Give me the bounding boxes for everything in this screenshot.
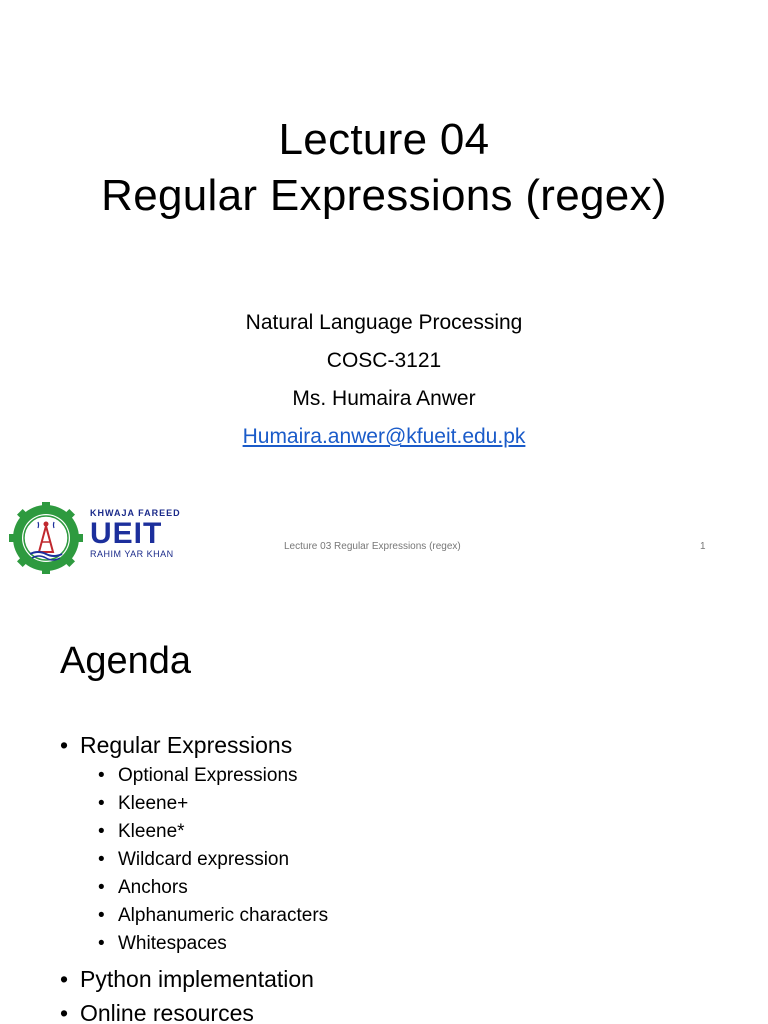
bullet-icon: • (98, 877, 105, 898)
logo-main-text: UEIT (90, 517, 163, 550)
agenda-subitem: • Alphanumeric characters (60, 902, 328, 930)
logo-bottom-text: RAHIM YAR KHAN (90, 549, 174, 559)
agenda-subitem: • Anchors (60, 874, 328, 902)
agenda-subitem: • Kleene* (60, 818, 328, 846)
logo-text (90, 508, 190, 560)
logo-top-text: KHWAJA FAREED (90, 508, 181, 518)
agenda-item: • Regular Expressions (60, 728, 328, 762)
bullet-icon: • (98, 765, 105, 786)
slide-title-heading (0, 112, 768, 224)
agenda-subitem: • Optional Expressions (60, 762, 328, 790)
gear-emblem-icon (8, 502, 86, 574)
bullet-icon: • (98, 905, 105, 926)
slide-agenda (0, 598, 768, 1024)
agenda-subitem: • Wildcard expression (60, 846, 328, 874)
course-name: Natural Language Processing (245, 311, 523, 334)
bullet-icon: • (98, 849, 105, 870)
agenda-item: • Python implementation (60, 962, 328, 996)
agenda-list (60, 728, 328, 1024)
email-link[interactable]: Humaira.anwer@kfueit.edu.pk (242, 425, 526, 448)
course-code: COSC-3121 (326, 349, 442, 372)
agenda-item: • Online resources (60, 996, 328, 1024)
university-logo (8, 502, 188, 574)
title-line-2: Regular Expressions (regex) (101, 171, 667, 220)
agenda-subitem: • Kleene+ (60, 790, 328, 818)
agenda-heading: Agenda (60, 640, 192, 682)
agenda-subitem: • Whitespaces (60, 930, 328, 958)
bullet-icon: • (98, 933, 105, 954)
bullet-icon: • (60, 966, 69, 992)
bullet-icon: • (60, 732, 69, 758)
slide-subtitle (0, 304, 768, 456)
page-number: 1 (700, 541, 706, 552)
bullet-icon: • (98, 793, 105, 814)
slide-footer: Lecture 03 Regular Expressions (regex) (284, 541, 461, 552)
bullet-icon: • (98, 821, 105, 842)
bullet-icon: • (60, 1000, 69, 1024)
agenda-sublist (60, 762, 328, 958)
title-line-1: Lecture 04 (278, 115, 490, 164)
instructor-name: Ms. Humaira Anwer (292, 387, 476, 410)
